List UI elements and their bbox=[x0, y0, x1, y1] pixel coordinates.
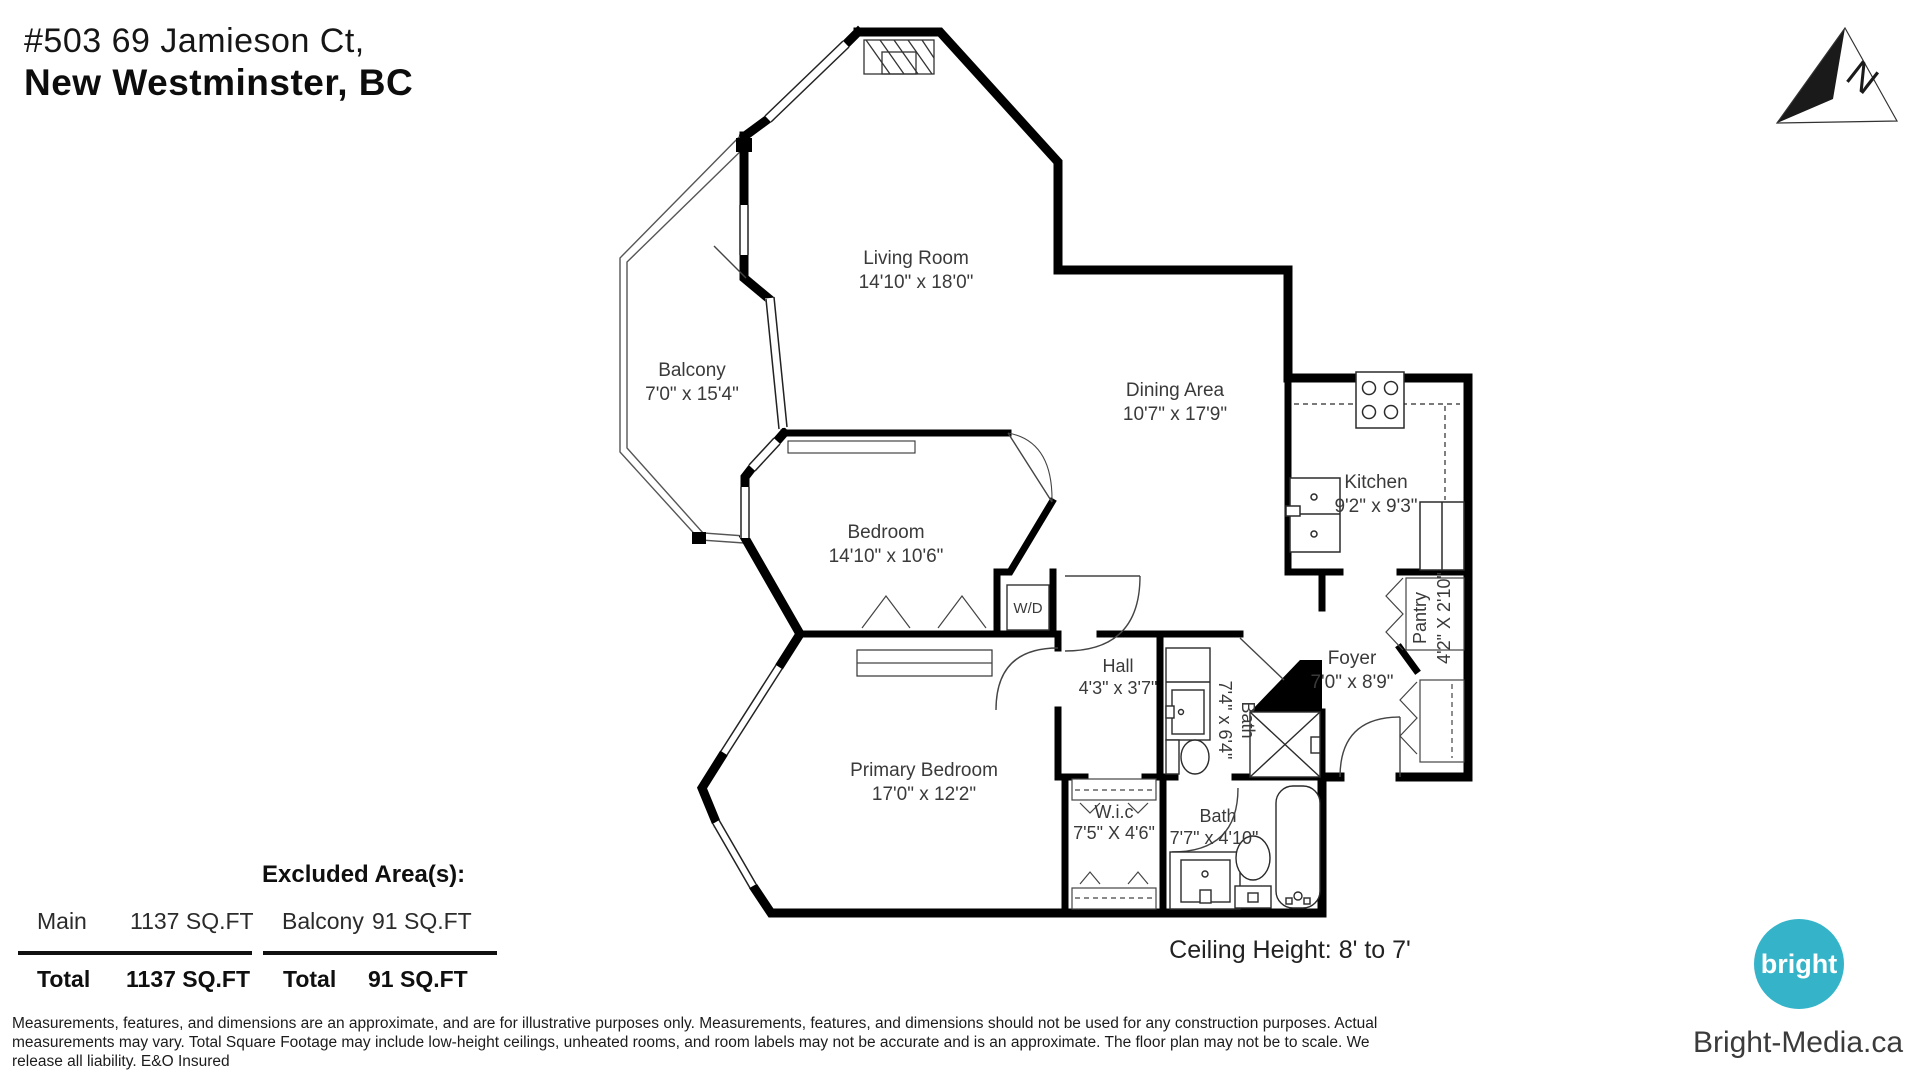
disclaimer-line: release all liability. E&O Insured bbox=[12, 1053, 230, 1070]
svg-text:7'7" x 4'10": 7'7" x 4'10" bbox=[1169, 828, 1259, 848]
disclaimer bbox=[12, 1014, 1377, 1071]
vanity-sink-icon bbox=[1170, 852, 1240, 909]
kitchen-sink-icon bbox=[1286, 478, 1340, 552]
north-arrow-icon bbox=[1777, 28, 1897, 123]
svg-text:7'0" x 8'9": 7'0" x 8'9" bbox=[1310, 672, 1394, 693]
shower-icon bbox=[1250, 712, 1320, 777]
svg-text:Foyer: Foyer bbox=[1327, 648, 1377, 669]
room-label-wd: W/D bbox=[1013, 600, 1043, 617]
svg-text:Dining Area: Dining Area bbox=[1125, 380, 1225, 401]
svg-text:Living Room: Living Room bbox=[863, 248, 969, 269]
address-line-1: #503 69 Jamieson Ct, bbox=[24, 22, 365, 60]
table-rule bbox=[18, 951, 252, 955]
svg-text:Pantry: Pantry bbox=[1410, 591, 1430, 645]
stove-icon bbox=[1356, 372, 1404, 428]
bright-logo-text: bright bbox=[1760, 948, 1838, 979]
kitchen-fixtures bbox=[1286, 372, 1464, 570]
bright-logo bbox=[1754, 919, 1844, 1009]
svg-text:Primary Bedroom: Primary Bedroom bbox=[850, 760, 998, 781]
svg-text:7'4" x 6'4": 7'4" x 6'4" bbox=[1215, 680, 1235, 760]
svg-text:Bath: Bath bbox=[1199, 806, 1237, 826]
vanity-sink-icon bbox=[1166, 648, 1210, 740]
toilet-icon bbox=[1166, 740, 1209, 774]
address-line-2: New Westminster, BC bbox=[24, 62, 414, 103]
ceiling-height-note: Ceiling Height: 8' to 7' bbox=[1169, 936, 1411, 964]
area-row-value: 1137 SQ.FT bbox=[130, 908, 254, 934]
svg-text:17'0" x 12'2": 17'0" x 12'2" bbox=[871, 784, 977, 805]
svg-text:Balcony: Balcony bbox=[658, 360, 726, 381]
total-label: Total bbox=[283, 966, 337, 992]
svg-text:10'7" x 17'9": 10'7" x 17'9" bbox=[1122, 404, 1228, 425]
room-label-balcony bbox=[645, 360, 739, 405]
bathtub-icon bbox=[1276, 786, 1320, 908]
area-row-label: Main bbox=[37, 908, 87, 934]
bedroom-window-band bbox=[788, 441, 915, 453]
room-label-bedroom bbox=[829, 522, 944, 567]
svg-text:Kitchen: Kitchen bbox=[1344, 472, 1408, 493]
svg-text:14'10" x 10'6": 14'10" x 10'6" bbox=[828, 546, 944, 567]
disclaimer-line: measurements may vary. Total Square Footage may include low-height ceilings, unheated rooms, and room labels may not be accurate and is an approximate. The floor plan may not be to scale. We bbox=[12, 1034, 1370, 1051]
room-label-hall bbox=[1079, 656, 1158, 698]
room-label-primary-bedroom bbox=[850, 760, 998, 805]
svg-text:7'0" x 15'4": 7'0" x 15'4" bbox=[645, 384, 739, 405]
svg-text:4'3" x 3'7": 4'3" x 3'7" bbox=[1078, 678, 1158, 698]
svg-text:W.i.c: W.i.c bbox=[1094, 802, 1134, 822]
fireplace bbox=[864, 40, 934, 74]
wic-shelves bbox=[1072, 779, 1156, 909]
website-text: Bright-Media.ca bbox=[1692, 1026, 1904, 1059]
table-rule bbox=[263, 951, 497, 955]
windows bbox=[713, 41, 849, 888]
washer-dryer bbox=[1007, 585, 1049, 630]
room-label-foyer bbox=[1310, 648, 1393, 693]
svg-text:4'2" X 2'10": 4'2" X 2'10" bbox=[1434, 572, 1454, 664]
svg-text:Bedroom: Bedroom bbox=[847, 522, 925, 543]
total-value: 91 SQ.FT bbox=[368, 966, 468, 992]
total-label: Total bbox=[37, 966, 91, 992]
svg-text:9'2" x 9'3": 9'2" x 9'3" bbox=[1334, 496, 1418, 517]
svg-text:14'10" x 18'0": 14'10" x 18'0" bbox=[858, 272, 974, 293]
svg-text:Bath: Bath bbox=[1238, 701, 1258, 739]
total-value: 1137 SQ.FT bbox=[126, 966, 251, 992]
wall-stub bbox=[736, 138, 752, 152]
room-label-dining-area bbox=[1123, 380, 1227, 425]
room-label-living-room bbox=[859, 248, 974, 293]
fridge-icon bbox=[1420, 502, 1464, 570]
room-label-kitchen bbox=[1334, 472, 1417, 517]
balcony-outline bbox=[620, 132, 749, 543]
svg-text:7'5" X 4'6": 7'5" X 4'6" bbox=[1073, 823, 1155, 843]
area-row-value: 91 SQ.FT bbox=[372, 908, 472, 934]
room-label-bath-lower bbox=[1170, 806, 1259, 848]
svg-text:Hall: Hall bbox=[1102, 656, 1134, 676]
wall-stub bbox=[692, 532, 706, 544]
excluded-areas-heading: Excluded Area(s): bbox=[262, 861, 466, 888]
disclaimer-line: Measurements, features, and dimensions are an approximate, and are for illustrative purposes only. Measurements, features, and dimensions should not be used for any construction purposes. Actual bbox=[12, 1015, 1378, 1032]
area-row-label: Balcony bbox=[282, 908, 364, 934]
north-label: N bbox=[1838, 53, 1886, 103]
